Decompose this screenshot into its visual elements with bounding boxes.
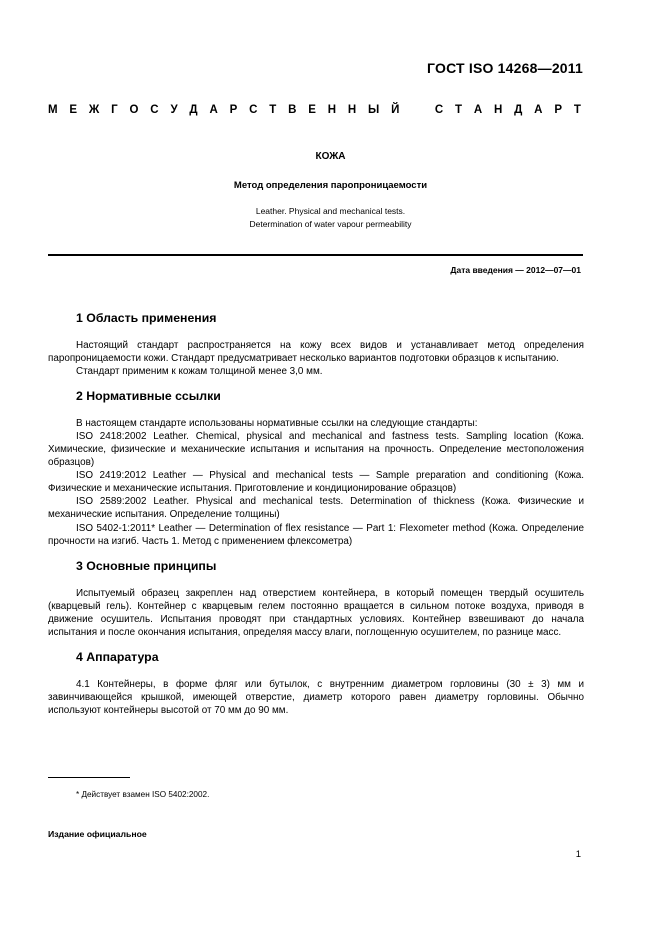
paragraph: Испытуемый образец закреплен над отверстием контейнера, в который помещен твердый осушитель (кварцевый гель). Контейнер с кварцевым гелем постоянно вращается в сильном потоке воздуха, приводя в движение осушитель. Испытания проводят при стандартных условиях. Контейнер взвешивают до начала испытания и после окончания испытания, определяя массу влаги, поглощенную осушителем, по разнице масс. [48, 587, 584, 638]
reference-item: ISO 2418:2002 Leather. Chemical, physical and mechanical and fastness tests. Sampling location (Кожа. Химические, физические и механические испытания и испытания на прочность. Определение местоположения образцов) [48, 431, 584, 469]
letter: Р [554, 104, 562, 116]
paragraph: В настоящем стандарте использованы нормативные ссылки на следующие стандарты: [76, 418, 478, 430]
letter: Т [573, 104, 581, 116]
letter: А [534, 104, 543, 116]
footnote: * Действует взамен ISO 5402:2002. [76, 790, 210, 799]
title-english-line: Leather. Physical and mechanical tests. [255, 206, 406, 216]
section-heading: 4 Аппаратура [76, 649, 159, 664]
section-gap [48, 378, 584, 388]
letter: Т [455, 104, 463, 116]
letter: Т [269, 104, 277, 116]
title-english-line: Determination of water vapour permeability [249, 219, 412, 229]
reference-item: ISO 2419:2012 Leather — Physical and mechanical tests — Sample preparation and conditioning (Кожа. Физические и механические испытания. Приготовление и кондиционирование образцов) [48, 470, 584, 495]
introduction-date: Дата введения — 2012—07—01 [450, 265, 581, 275]
letter: Д [189, 104, 198, 116]
letter: С [150, 104, 159, 116]
letter: А [209, 104, 218, 116]
section-gap [48, 548, 584, 558]
paragraph: Стандарт применим к кожам толщиной менее 3,0 мм. [76, 366, 323, 378]
letter: А [473, 104, 483, 116]
section-heading: 1 Область применения [76, 311, 217, 325]
section-heading: 3 Основные принципы [76, 558, 217, 573]
letter: Е [308, 104, 316, 116]
letter: Н [347, 104, 357, 116]
title-main: КОЖА [315, 151, 346, 162]
letter: Й [391, 104, 400, 116]
header-divider [48, 254, 583, 256]
section-heading: 2 Нормативные ссылки [76, 389, 221, 404]
letter: Г [111, 104, 118, 116]
document-body [48, 310, 584, 717]
letter: Д [514, 104, 523, 116]
standard-type-heading [48, 104, 581, 116]
letter: В [288, 104, 297, 116]
letter: Ы [368, 104, 380, 116]
letter: С [434, 104, 444, 116]
paragraph: Настоящий стандарт распространяется на кожу всех видов и устанавливает метод определения паропроницаемости кожи. Стандарт предусматривает несколько вариантов подготовки образцов к испытанию. [48, 340, 584, 365]
edition-label: Издание официальное [48, 829, 147, 839]
letter: Н [327, 104, 337, 116]
title-english [0, 205, 661, 231]
footnote-divider [48, 777, 130, 778]
letter: Е [69, 104, 78, 116]
letter: Н [494, 104, 503, 116]
letter: У [170, 104, 178, 116]
reference-item: ISO 2589:2002 Leather. Physical and mechanical tests. Determination of thickness (Кожа. Физические и механические испытания. Определение толщины) [48, 496, 584, 521]
letter: Р [229, 104, 238, 116]
title-subtitle: Метод определения паропроницаемости [233, 180, 428, 191]
letter: С [249, 104, 258, 116]
letter: О [129, 104, 139, 116]
document-number: ГОСТ ISO 14268—2011 [427, 60, 583, 76]
letter: Ж [88, 104, 100, 116]
page-number: 1 [575, 849, 581, 860]
reference-item: ISO 5402-1:2011* Leather — Determination of flex resistance — Part 1: Flexometer method (Кожа. Определение прочности на изгиб. Часть 1. Метод с применением флексометра) [48, 522, 584, 547]
letter: М [48, 104, 58, 116]
paragraph: 4.1 Контейнеры, в форме фляг или бутылок, с внутренним диаметром горловины (30 ± 3) мм и завинчивающейся крышкой, имеющей отверстие, диаметр которого равен диаметру горловины. Обычно используют контейнеры высотой от 70 мм до 90 мм. [48, 678, 584, 716]
section-gap [48, 639, 584, 649]
